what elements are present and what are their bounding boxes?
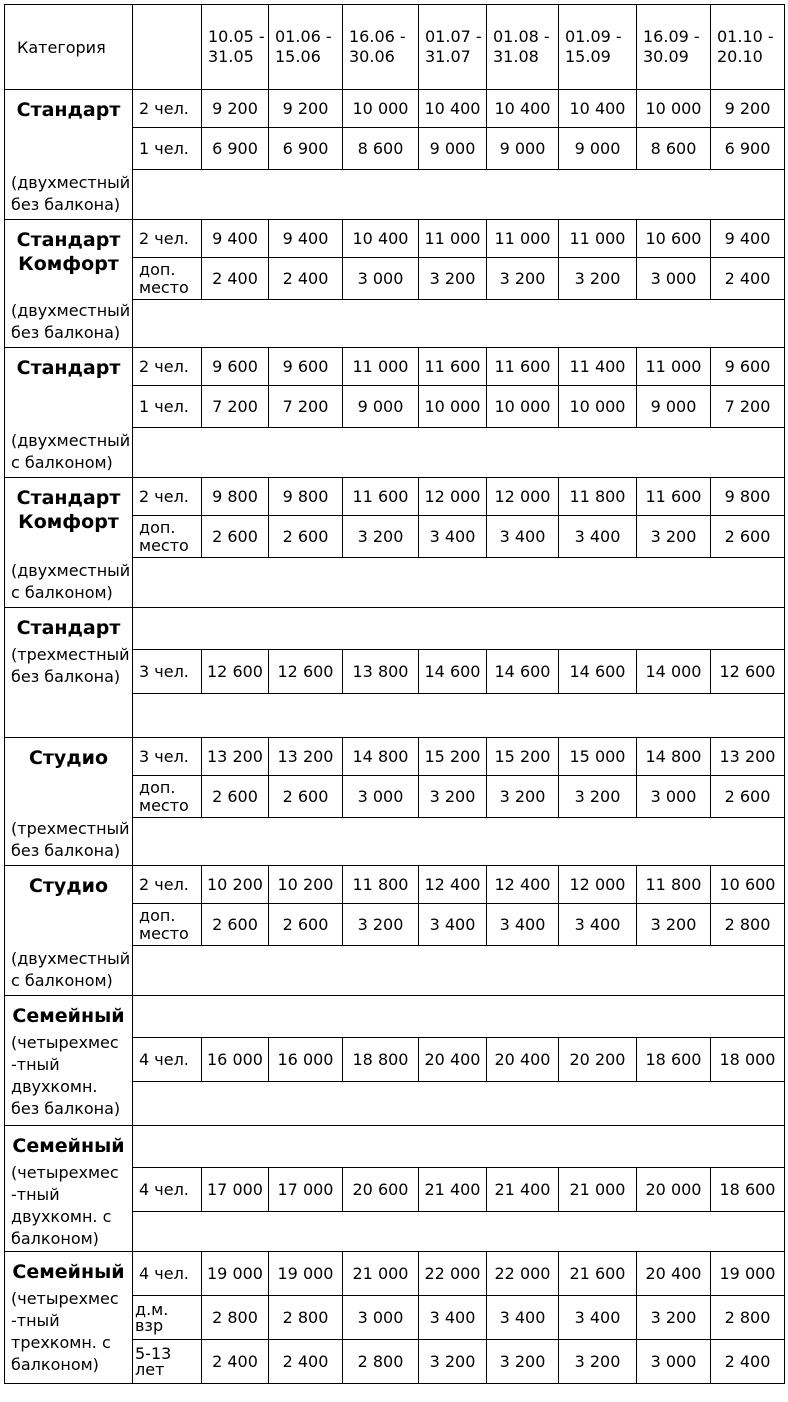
price-cell: 2 400 <box>202 258 269 300</box>
price-cell: 10 000 <box>419 386 487 428</box>
price-row <box>5 866 785 904</box>
price-cell: 12 000 <box>559 866 637 904</box>
occupancy-label: 5-13 лет <box>133 1340 202 1384</box>
category-description: (двухместный с балконом) <box>11 431 131 472</box>
period-header-line: 15.06 <box>275 47 321 66</box>
price-cell: 14 600 <box>487 650 559 694</box>
price-cell: 10 600 <box>637 220 711 258</box>
category-description: (трехместный без балкона) <box>11 645 130 686</box>
price-cell: 3 200 <box>419 776 487 818</box>
category-name: Студио <box>28 747 109 769</box>
header-row <box>5 5 785 90</box>
occupancy-label: 1 чел. <box>133 386 202 428</box>
price-cell: 11 000 <box>559 220 637 258</box>
price-cell: 12 600 <box>202 650 269 694</box>
occupancy-label: 3 чел. <box>133 650 202 694</box>
empty-row <box>5 1126 785 1168</box>
period-header <box>637 5 711 90</box>
price-cell: 11 600 <box>419 348 487 386</box>
price-cell: 11 000 <box>637 348 711 386</box>
price-cell: 3 200 <box>419 258 487 300</box>
price-cell: 14 800 <box>637 738 711 776</box>
price-cell: 9 000 <box>487 128 559 170</box>
occupancy-label: 2 чел. <box>133 90 202 128</box>
price-cell: 7 200 <box>202 386 269 428</box>
category-cell <box>5 220 133 348</box>
occupancy-label: доп. место <box>133 258 202 300</box>
empty-cell <box>133 608 785 650</box>
price-cell: 3 000 <box>343 1296 419 1340</box>
occupancy-label: 3 чел. <box>133 738 202 776</box>
category-cell <box>5 866 133 996</box>
period-header <box>559 5 637 90</box>
price-cell: 20 400 <box>637 1252 711 1296</box>
category-description: (трехместный без балкона) <box>11 819 130 860</box>
category-description: (двухместный без балкона) <box>11 173 131 214</box>
price-cell: 6 900 <box>202 128 269 170</box>
table-body <box>5 90 785 1384</box>
category-cell <box>5 478 133 608</box>
price-cell: 10 400 <box>343 220 419 258</box>
price-cell: 11 800 <box>637 866 711 904</box>
period-header <box>419 5 487 90</box>
price-cell: 9 000 <box>343 386 419 428</box>
price-cell: 3 200 <box>487 776 559 818</box>
price-cell: 18 600 <box>637 1038 711 1082</box>
price-cell: 2 800 <box>343 1340 419 1384</box>
category-name: Стандарт <box>16 99 121 121</box>
price-cell: 2 800 <box>269 1296 343 1340</box>
period-header-line: 01.08 - <box>493 27 550 46</box>
price-row <box>5 1252 785 1296</box>
price-cell: 15 200 <box>487 738 559 776</box>
price-cell: 3 400 <box>487 904 559 946</box>
price-cell: 20 200 <box>559 1038 637 1082</box>
price-table <box>4 4 785 1384</box>
price-cell: 9 000 <box>559 128 637 170</box>
price-cell: 20 400 <box>487 1038 559 1082</box>
price-cell: 2 400 <box>202 1340 269 1384</box>
price-cell: 2 400 <box>711 1340 785 1384</box>
empty-cell <box>133 170 785 220</box>
price-cell: 9 400 <box>269 220 343 258</box>
period-header <box>343 5 419 90</box>
price-cell: 3 400 <box>559 516 637 558</box>
period-header-line: 16.06 - <box>349 27 406 46</box>
price-cell: 17 000 <box>202 1168 269 1212</box>
price-row <box>5 478 785 516</box>
price-cell: 2 600 <box>202 904 269 946</box>
price-cell: 11 400 <box>559 348 637 386</box>
price-cell: 15 200 <box>419 738 487 776</box>
price-cell: 10 000 <box>559 386 637 428</box>
price-cell: 11 600 <box>637 478 711 516</box>
occupancy-label: 2 чел. <box>133 866 202 904</box>
category-description: (двухместный с балконом) <box>11 949 131 990</box>
category-name: Стандарт <box>16 617 121 639</box>
category-header: Категория <box>5 5 133 90</box>
price-cell: 22 000 <box>419 1252 487 1296</box>
period-header-line: 10.05 - <box>208 27 265 46</box>
price-cell: 7 200 <box>269 386 343 428</box>
period-header-line: 30.09 <box>643 47 689 66</box>
price-cell: 22 000 <box>487 1252 559 1296</box>
price-cell: 3 200 <box>487 1340 559 1384</box>
price-cell: 3 200 <box>343 904 419 946</box>
period-header-line: 15.09 <box>565 47 611 66</box>
price-row <box>5 348 785 386</box>
price-cell: 21 400 <box>487 1168 559 1212</box>
price-cell: 2 800 <box>711 1296 785 1340</box>
price-cell: 17 000 <box>269 1168 343 1212</box>
price-cell: 10 400 <box>419 90 487 128</box>
price-cell: 2 600 <box>269 516 343 558</box>
price-cell: 2 400 <box>269 1340 343 1384</box>
price-cell: 13 200 <box>269 738 343 776</box>
period-header-line: 01.10 - <box>717 27 774 46</box>
price-cell: 3 200 <box>419 1340 487 1384</box>
price-cell: 9 800 <box>711 478 785 516</box>
price-cell: 6 900 <box>269 128 343 170</box>
price-cell: 16 000 <box>269 1038 343 1082</box>
empty-cell <box>133 946 785 996</box>
price-cell: 3 400 <box>559 904 637 946</box>
price-cell: 11 800 <box>343 866 419 904</box>
price-cell: 11 600 <box>487 348 559 386</box>
price-cell: 10 400 <box>487 90 559 128</box>
period-header <box>711 5 785 90</box>
price-cell: 21 600 <box>559 1252 637 1296</box>
price-cell: 21 400 <box>419 1168 487 1212</box>
price-cell: 14 600 <box>559 650 637 694</box>
price-cell: 13 200 <box>202 738 269 776</box>
period-header-line: 01.09 - <box>565 27 622 46</box>
price-cell: 13 200 <box>711 738 785 776</box>
price-cell: 11 000 <box>419 220 487 258</box>
price-cell: 9 200 <box>711 90 785 128</box>
price-cell: 9 600 <box>711 348 785 386</box>
empty-cell <box>133 694 785 738</box>
occupancy-label: доп. место <box>133 516 202 558</box>
period-header-line: 31.05 <box>208 47 254 66</box>
price-row <box>5 220 785 258</box>
price-cell: 2 600 <box>269 776 343 818</box>
price-cell: 20 400 <box>419 1038 487 1082</box>
occupancy-label: 2 чел. <box>133 478 202 516</box>
category-cell <box>5 1126 133 1252</box>
price-cell: 8 600 <box>637 128 711 170</box>
price-cell: 10 600 <box>711 866 785 904</box>
price-cell: 16 000 <box>202 1038 269 1082</box>
price-cell: 9 000 <box>637 386 711 428</box>
price-cell: 9 200 <box>269 90 343 128</box>
category-name: Стандарт <box>16 357 121 379</box>
price-cell: 18 000 <box>711 1038 785 1082</box>
empty-cell <box>133 996 785 1038</box>
price-cell: 14 800 <box>343 738 419 776</box>
price-cell: 3 000 <box>343 258 419 300</box>
period-header-line: 31.07 <box>425 47 471 66</box>
category-name: Семейный <box>12 1005 125 1027</box>
period-header-line: 30.06 <box>349 47 395 66</box>
category-name: Студио <box>28 875 109 897</box>
price-cell: 9 600 <box>202 348 269 386</box>
price-cell: 14 000 <box>637 650 711 694</box>
period-header <box>202 5 269 90</box>
occupancy-label: 4 чел. <box>133 1252 202 1296</box>
price-cell: 3 200 <box>559 776 637 818</box>
occupancy-label: 2 чел. <box>133 220 202 258</box>
price-cell: 2 600 <box>711 776 785 818</box>
category-cell <box>5 348 133 478</box>
occupancy-label: 4 чел. <box>133 1168 202 1212</box>
occupancy-label: 1 чел. <box>133 128 202 170</box>
period-header <box>269 5 343 90</box>
price-cell: 11 600 <box>343 478 419 516</box>
price-cell: 20 000 <box>637 1168 711 1212</box>
period-header-line: 20.10 <box>717 47 763 66</box>
price-cell: 3 200 <box>637 516 711 558</box>
price-cell: 19 000 <box>711 1252 785 1296</box>
price-cell: 10 200 <box>202 866 269 904</box>
price-row <box>5 738 785 776</box>
price-cell: 2 400 <box>711 258 785 300</box>
price-cell: 13 800 <box>343 650 419 694</box>
price-row <box>5 90 785 128</box>
price-cell: 3 200 <box>559 1340 637 1384</box>
price-cell: 21 000 <box>559 1168 637 1212</box>
price-cell: 3 200 <box>343 516 419 558</box>
category-description: (четырехмес -тный двухкомн. без балкона) <box>11 1033 121 1118</box>
occupancy-label: д.м. взр <box>133 1296 202 1340</box>
price-cell: 12 600 <box>711 650 785 694</box>
price-cell: 3 400 <box>487 1296 559 1340</box>
empty-cell <box>133 1082 785 1126</box>
category-cell <box>5 996 133 1126</box>
price-cell: 9 800 <box>269 478 343 516</box>
price-cell: 10 000 <box>343 90 419 128</box>
price-cell: 3 000 <box>637 776 711 818</box>
period-header-line: 31.08 <box>493 47 539 66</box>
period-header-line: 01.06 - <box>275 27 332 46</box>
price-cell: 9 800 <box>202 478 269 516</box>
price-cell: 9 000 <box>419 128 487 170</box>
price-cell: 3 400 <box>559 1296 637 1340</box>
price-cell: 2 800 <box>202 1296 269 1340</box>
period-header-line: 16.09 - <box>643 27 700 46</box>
empty-cell <box>133 818 785 866</box>
empty-cell <box>133 1126 785 1168</box>
price-cell: 3 000 <box>637 1340 711 1384</box>
price-cell: 12 400 <box>487 866 559 904</box>
price-cell: 21 000 <box>343 1252 419 1296</box>
period-header-line: 01.07 - <box>425 27 482 46</box>
price-cell: 3 200 <box>559 258 637 300</box>
price-cell: 3 400 <box>487 516 559 558</box>
price-cell: 15 000 <box>559 738 637 776</box>
price-cell: 12 600 <box>269 650 343 694</box>
price-cell: 3 200 <box>637 1296 711 1340</box>
occupancy-label: 4 чел. <box>133 1038 202 1082</box>
category-name: Семейный <box>12 1135 125 1157</box>
price-cell: 9 400 <box>202 220 269 258</box>
category-cell <box>5 90 133 220</box>
price-cell: 3 000 <box>343 776 419 818</box>
price-cell: 11 800 <box>559 478 637 516</box>
period-header <box>487 5 559 90</box>
occupancy-label: доп. место <box>133 776 202 818</box>
category-cell <box>5 1252 133 1384</box>
price-cell: 18 600 <box>711 1168 785 1212</box>
price-cell: 2 400 <box>269 258 343 300</box>
empty-cell <box>133 428 785 478</box>
price-cell: 9 600 <box>269 348 343 386</box>
price-cell: 9 400 <box>711 220 785 258</box>
price-cell: 2 600 <box>202 776 269 818</box>
category-description: (двухместный с балконом) <box>11 561 131 602</box>
price-cell: 6 900 <box>711 128 785 170</box>
price-cell: 2 800 <box>711 904 785 946</box>
category-cell <box>5 608 133 738</box>
price-cell: 3 200 <box>487 258 559 300</box>
category-cell <box>5 738 133 866</box>
price-cell: 2 600 <box>202 516 269 558</box>
empty-row <box>5 608 785 650</box>
price-cell: 11 000 <box>343 348 419 386</box>
empty-cell <box>133 558 785 608</box>
price-cell: 10 000 <box>487 386 559 428</box>
price-cell: 3 400 <box>419 1296 487 1340</box>
price-cell: 12 000 <box>487 478 559 516</box>
occupancy-label: 2 чел. <box>133 348 202 386</box>
price-cell: 2 600 <box>269 904 343 946</box>
category-name: Стандарт Комфорт <box>16 229 121 275</box>
price-cell: 3 200 <box>637 904 711 946</box>
price-cell: 8 600 <box>343 128 419 170</box>
empty-cell <box>133 1212 785 1252</box>
price-cell: 10 200 <box>269 866 343 904</box>
price-cell: 10 000 <box>637 90 711 128</box>
price-cell: 3 400 <box>419 516 487 558</box>
price-cell: 10 400 <box>559 90 637 128</box>
price-cell: 19 000 <box>269 1252 343 1296</box>
empty-row <box>5 996 785 1038</box>
price-cell: 7 200 <box>711 386 785 428</box>
price-cell: 18 800 <box>343 1038 419 1082</box>
price-cell: 20 600 <box>343 1168 419 1212</box>
price-cell: 9 200 <box>202 90 269 128</box>
category-name: Стандарт Комфорт <box>16 487 121 533</box>
price-cell: 12 400 <box>419 866 487 904</box>
price-cell: 2 600 <box>711 516 785 558</box>
category-description: (двухместный без балкона) <box>11 301 131 342</box>
price-cell: 11 000 <box>487 220 559 258</box>
price-cell: 19 000 <box>202 1252 269 1296</box>
category-name: Семейный <box>12 1261 125 1283</box>
category-description: (четырехмес -тный трехкомн. с балконом) <box>11 1289 119 1374</box>
category-description: (четырехмес -тный двухкомн. с балконом) <box>11 1163 119 1248</box>
empty-cell <box>133 300 785 348</box>
price-cell: 3 400 <box>419 904 487 946</box>
occupancy-label: доп. место <box>133 904 202 946</box>
price-cell: 12 000 <box>419 478 487 516</box>
price-cell: 3 000 <box>637 258 711 300</box>
price-cell: 14 600 <box>419 650 487 694</box>
occupancy-header <box>133 5 202 90</box>
